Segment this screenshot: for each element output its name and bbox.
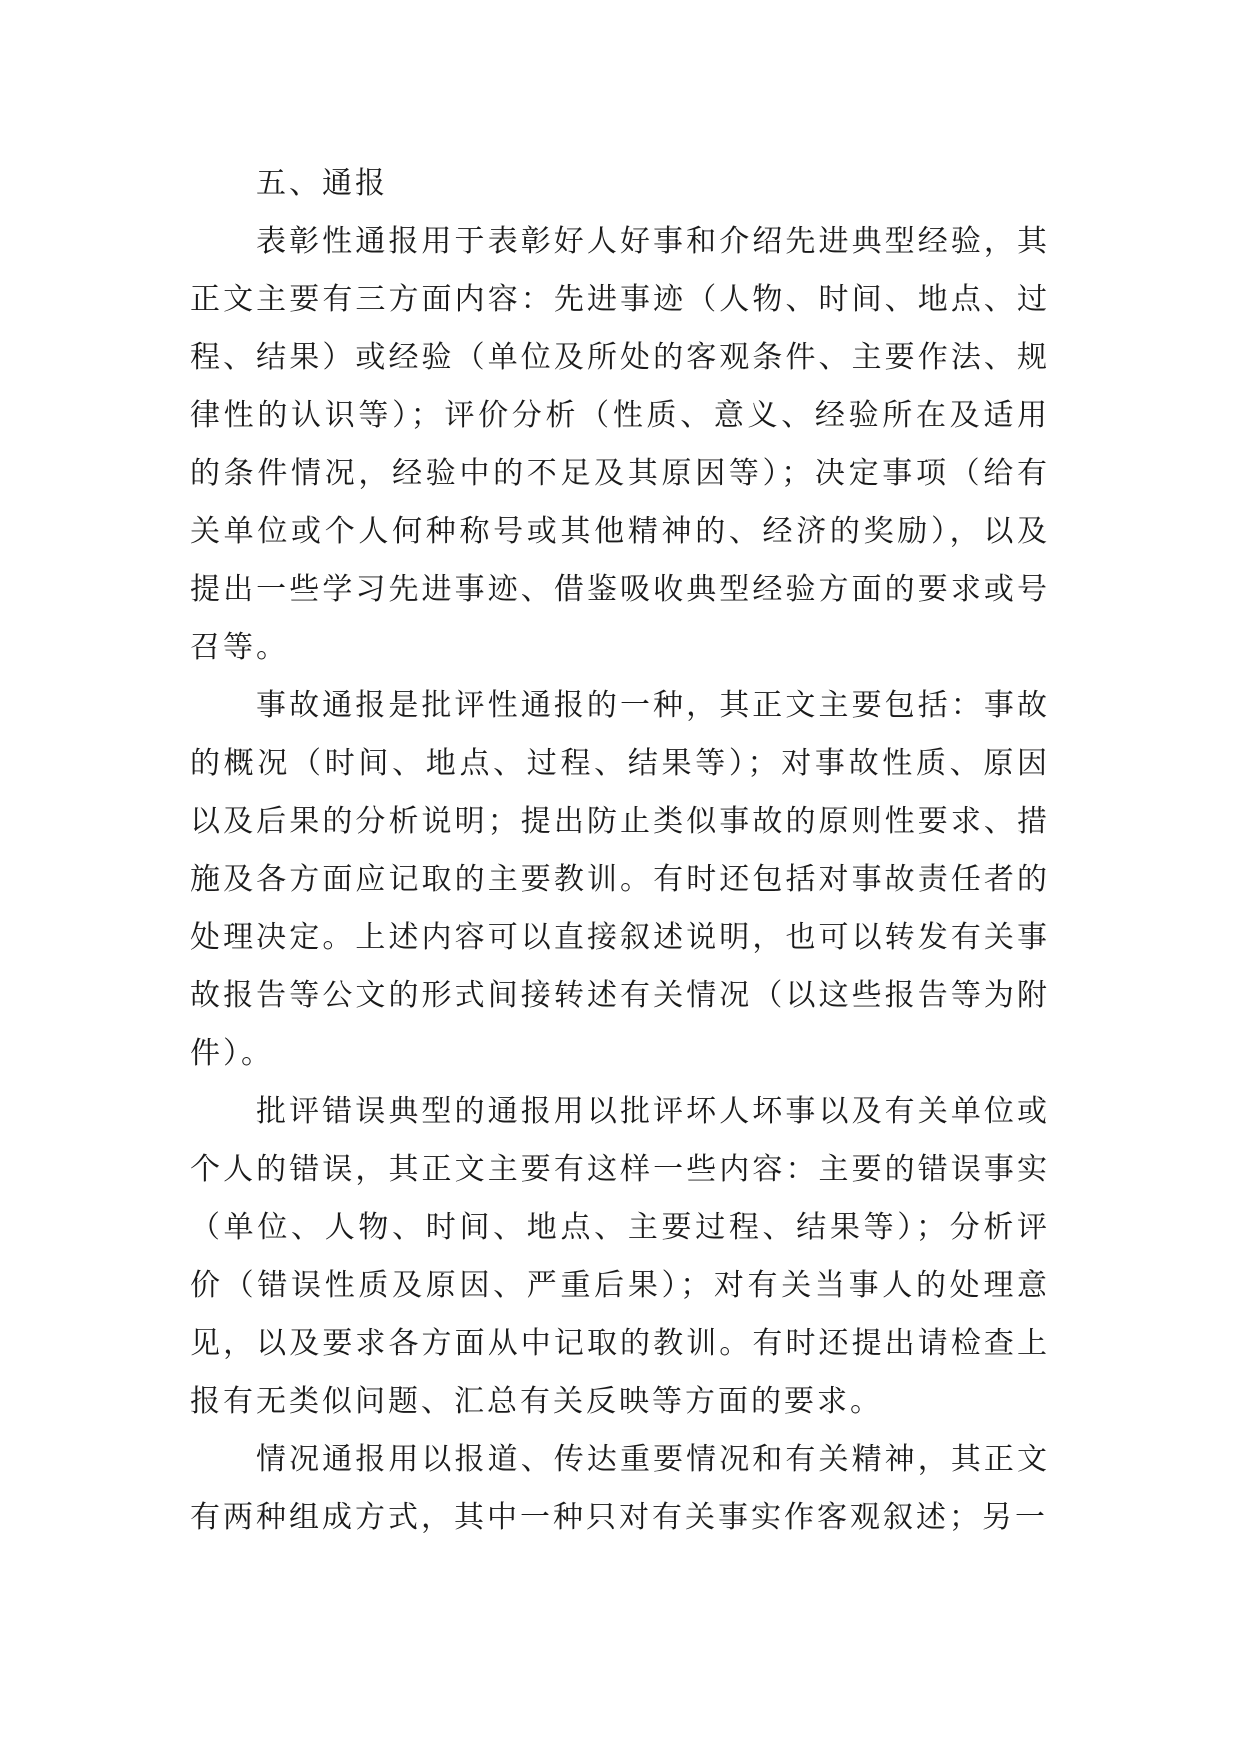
document-body	[190, 155, 1050, 1547]
paragraph-commendation-notice: 表彰性通报用于表彰好人好事和介绍先进典型经验，其正文主要有三方面内容：先进事迹（人物、时间、地点、过程、结果）或经验（单位及所处的客观条件、主要作法、规律性的认识等）；评价分析（性质、意义、经验所在及适用的条件情况，经验中的不足及其原因等）；决定事项（给有关单位或个人何种称号或其他精神的、经济的奖励），以及提出一些学习先进事迹、借鉴吸收典型经验方面的要求或号召等。	[190, 224, 1050, 665]
paragraph-situation-notice: 情况通报用以报道、传达重要情况和有关精神，其正文有两种组成方式，其中一种只对有关事实作客观叙述；另一	[190, 1442, 1050, 1535]
paragraph-criticism-notice: 批评错误典型的通报用以批评坏人坏事以及有关单位或个人的错误，其正文主要有这样一些内容：主要的错误事实（单位、人物、时间、地点、主要过程、结果等）；分析评价（错误性质及原因、严重后果）；对有关当事人的处理意见，以及要求各方面从中记取的教训。有时还提出请检查上报有无类似问题、汇总有关反映等方面的要求。	[190, 1094, 1050, 1419]
section-heading: 五、通报	[256, 166, 388, 201]
paragraph-accident-notice: 事故通报是批评性通报的一种，其正文主要包括：事故的概况（时间、地点、过程、结果等）；对事故性质、原因以及后果的分析说明；提出防止类似事故的原则性要求、措施及各方面应记取的主要教训。有时还包括对事故责任者的处理决定。上述内容可以直接叙述说明，也可以转发有关事故报告等公文的形式间接转述有关情况（以这些报告等为附件）。	[190, 688, 1050, 1071]
